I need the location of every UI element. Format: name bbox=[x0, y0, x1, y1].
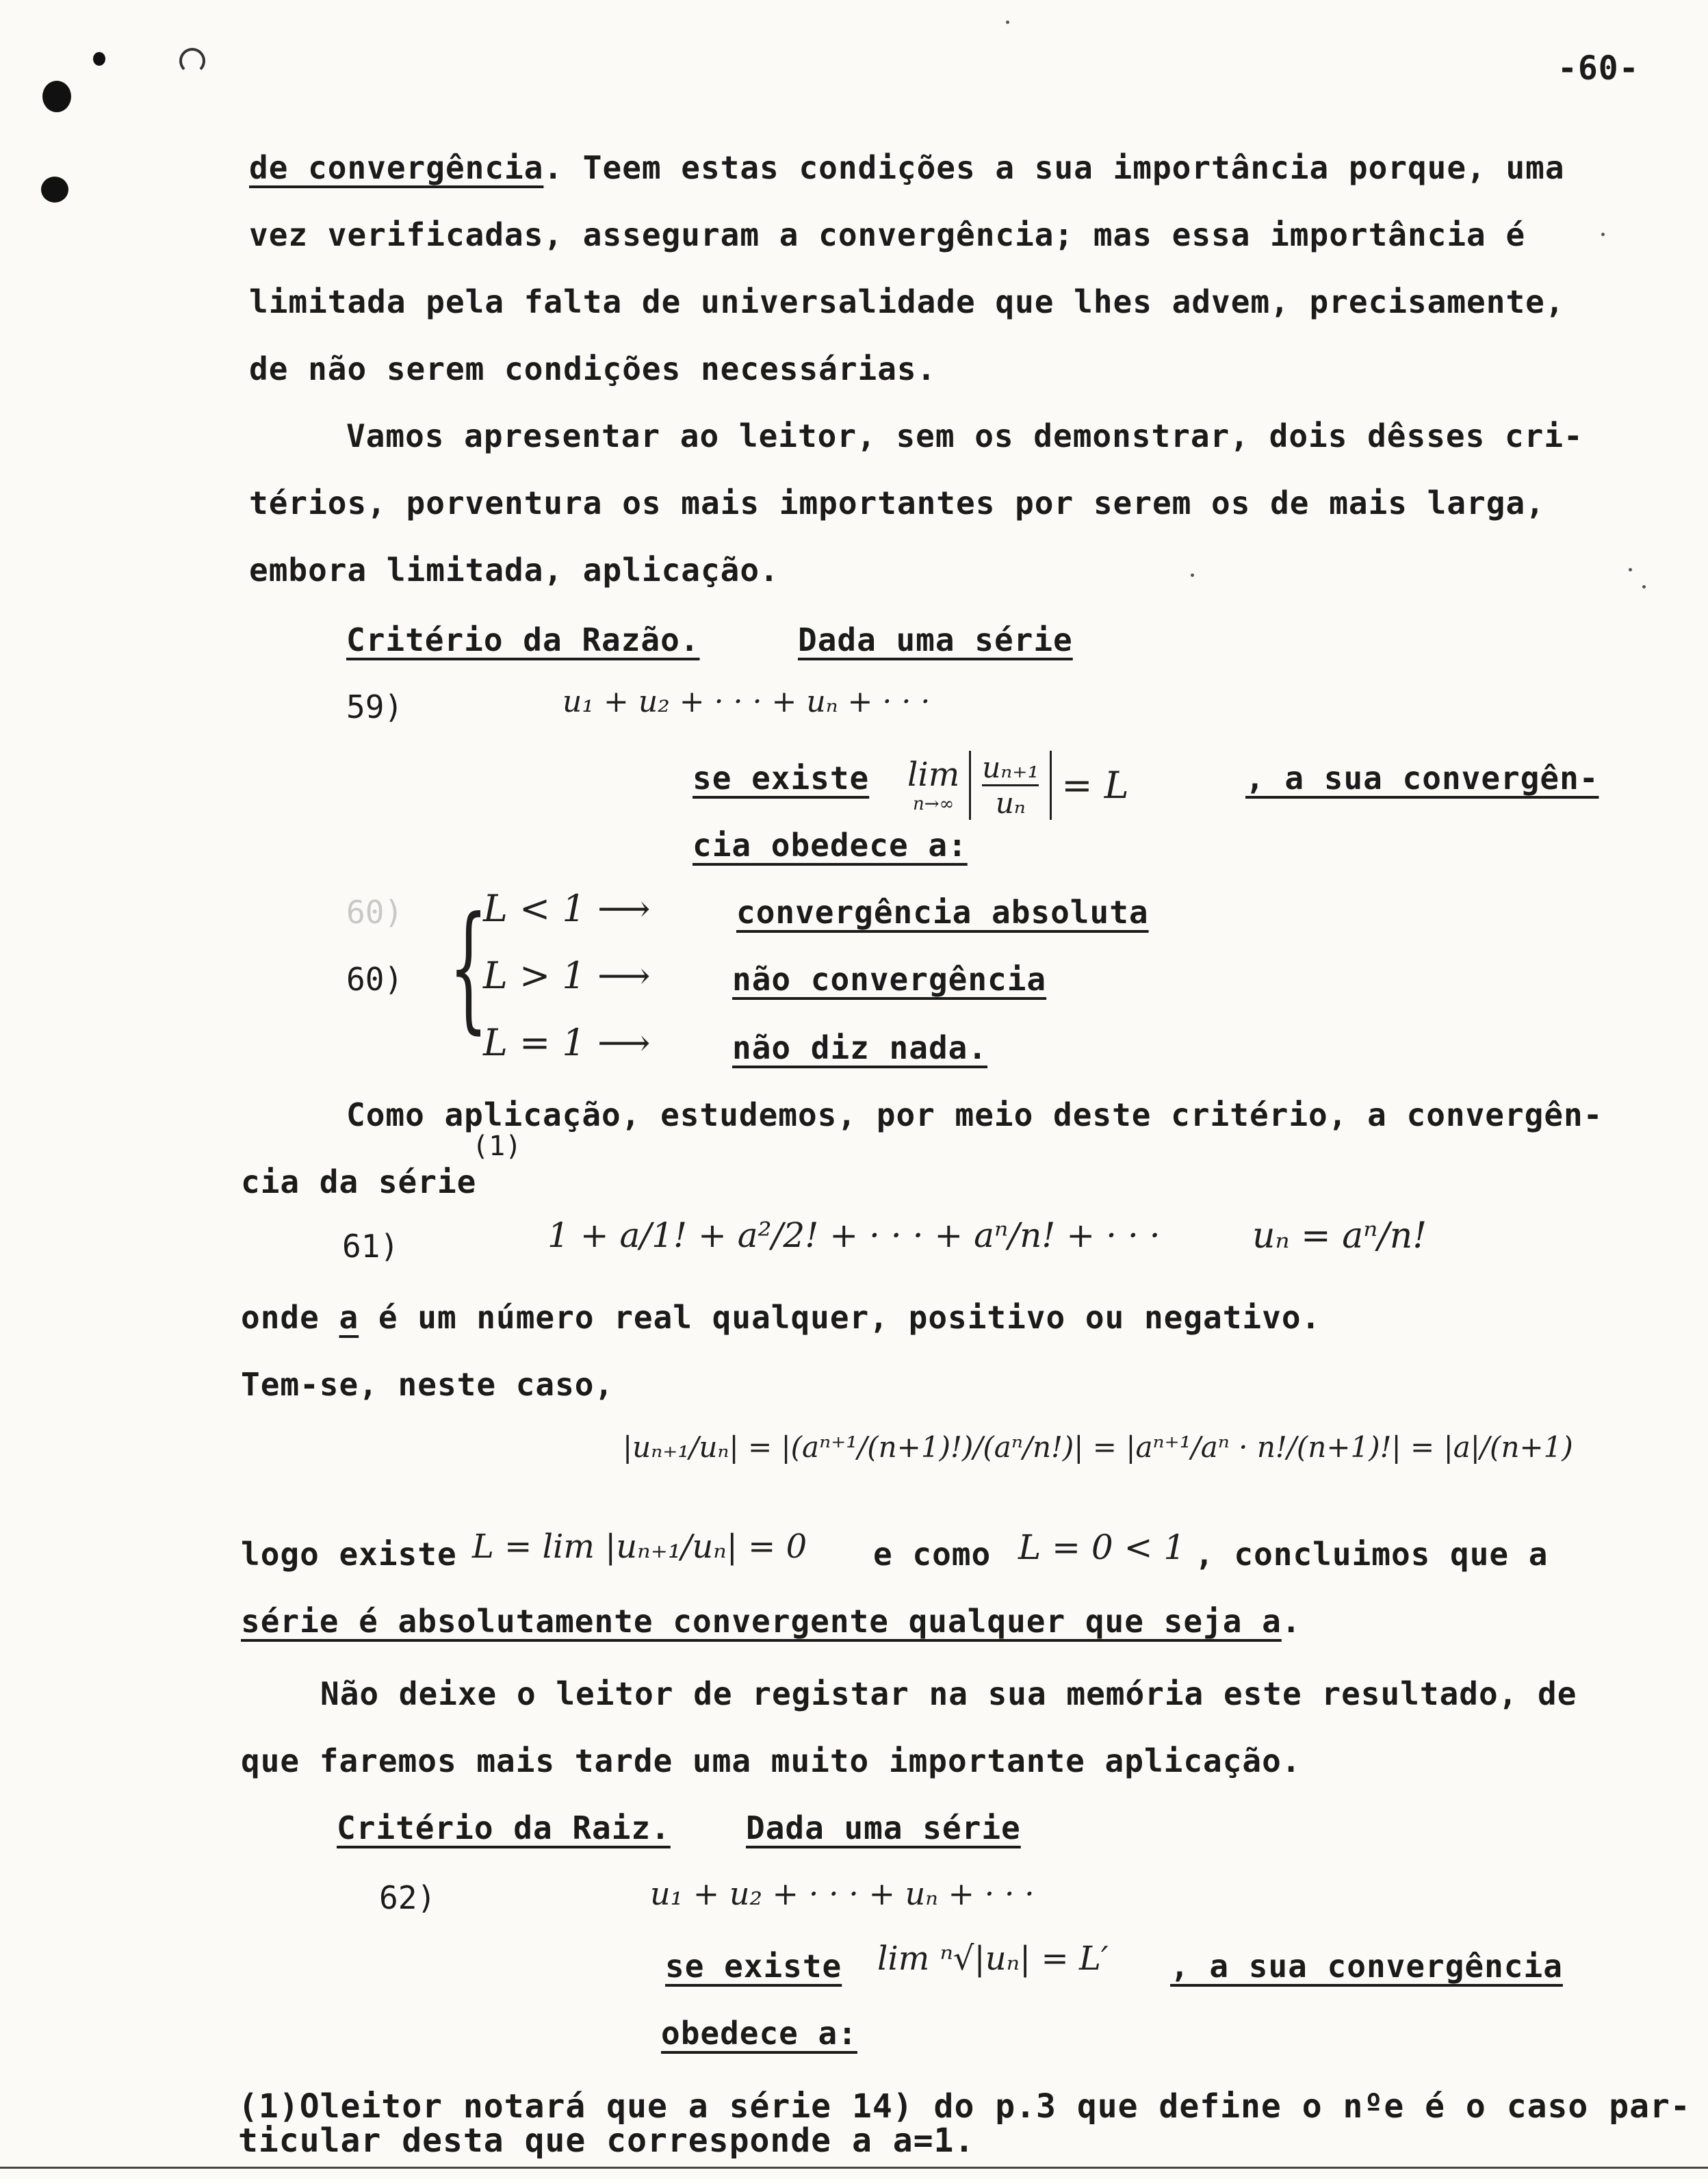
punch-hole-small bbox=[93, 52, 105, 66]
ratio-test-heading: Critério da Razão. bbox=[346, 621, 700, 658]
case-brace: { bbox=[449, 888, 489, 1047]
limit-equation: L = lim |uₙ₊₁/uₙ| = 0 bbox=[472, 1527, 807, 1566]
logo-existe: logo existe bbox=[241, 1536, 457, 1573]
p2-line-3: embora limitada, aplicação. bbox=[249, 552, 779, 589]
speck bbox=[1642, 585, 1646, 589]
p1-line-1 bbox=[249, 149, 1565, 186]
p1-line-4: de não serem condições necessárias. bbox=[249, 350, 937, 387]
p3-line-1: Não deixe o leitor de registar na sua memória este resultado, de bbox=[320, 1675, 1577, 1712]
footnote-line-1: (1)Oleitor notará que a série 14) do p.3 que define o nºe é o caso par- bbox=[238, 2087, 1691, 2126]
eq-label-62: 62) bbox=[379, 1879, 437, 1916]
if-exists-label: se existe bbox=[693, 760, 870, 797]
p2-line-1: Vamos apresentar ao leitor, sem os demonstrar, dois dêsses cri- bbox=[346, 417, 1583, 454]
series-62: u₁ + u₂ + · · · + uₙ + · · · bbox=[650, 1875, 1035, 1912]
app-line-4: Tem-se, neste caso, bbox=[241, 1366, 614, 1403]
app-line-2: cia da série bbox=[241, 1163, 477, 1200]
ratio-numerator: uₙ₊₁ bbox=[982, 750, 1039, 784]
speck bbox=[1191, 573, 1194, 577]
ratio-equation: |uₙ₊₁/uₙ| = |(aⁿ⁺¹/(n+1)!)/(aⁿ/n!)| = |aⁿ⁺¹/aⁿ · n!/(n+1)!| = |a|/(n+1) bbox=[623, 1430, 1573, 1464]
eq-label-60: 60) bbox=[346, 961, 404, 998]
lim-word: lim bbox=[907, 756, 960, 794]
lim-subscript: n→∞ bbox=[913, 794, 955, 814]
speck bbox=[1629, 568, 1632, 571]
hole-ring bbox=[179, 48, 205, 74]
ratio-test-lead: Dada uma série bbox=[798, 621, 1073, 658]
root-tail: , a sua convergência bbox=[1170, 1948, 1563, 1985]
p1-line-3: limitada pela falta de universalidade que lhes advem, precisamente, bbox=[249, 283, 1565, 320]
p1-line-1-rest: . Teem estas condições a sua importância porque, uma bbox=[543, 149, 1565, 186]
eq-label-61: 61) bbox=[342, 1228, 400, 1265]
ratio-tail bbox=[1245, 760, 1599, 797]
footnote-marker: (1) bbox=[472, 1131, 522, 1162]
root-line-2: obedece a: bbox=[661, 2015, 857, 2052]
series-59: u₁ + u₂ + · · · + uₙ + · · · bbox=[562, 684, 931, 719]
p3-line-2: que faremos mais tarde uma muito importante aplicação. bbox=[241, 1742, 1302, 1779]
case-3-condition: L = 1 ⟶ bbox=[483, 1021, 651, 1064]
equals-L: = L bbox=[1061, 763, 1129, 807]
ratio-denominator: uₙ bbox=[995, 786, 1026, 820]
bottom-edge-line bbox=[0, 2167, 1708, 2169]
eq-label-60-faint: 60) bbox=[346, 894, 404, 931]
app-line-1: Como aplicação, estudemos, por meio deste critério, a convergên- bbox=[346, 1096, 1603, 1133]
page-number: -60- bbox=[1557, 49, 1640, 88]
ratio-tail-text: , a sua convergên- bbox=[1245, 760, 1599, 797]
case-1-condition: L < 1 ⟶ bbox=[483, 887, 651, 930]
eq-label-59: 59) bbox=[346, 688, 404, 725]
punch-hole-top bbox=[42, 81, 71, 112]
root-if-exists: se existe bbox=[665, 1948, 842, 1985]
punch-hole-bottom bbox=[41, 177, 68, 203]
p1-line-2: vez verificadas, asseguram a convergência; mas essa importância é bbox=[249, 216, 1526, 253]
root-test-heading: Critério da Raiz. bbox=[337, 1809, 671, 1846]
app-line-3: onde a é um número real qualquer, positivo ou negativo. bbox=[241, 1299, 1321, 1336]
e-como: e como bbox=[873, 1536, 992, 1573]
speck bbox=[1601, 233, 1605, 236]
L-equals-zero: L = 0 < 1 bbox=[1018, 1527, 1186, 1567]
ratio-line-2: cia obedece a: bbox=[693, 827, 968, 864]
p2-line-2: térios, porventura os mais importantes por serem os de mais larga, bbox=[249, 485, 1545, 521]
root-test-lead: Dada uma série bbox=[746, 1809, 1021, 1846]
conclusion-tail: , concluimos que a bbox=[1195, 1536, 1549, 1573]
conclusion-line: série é absolutamente convergente qualquer que seja a. bbox=[241, 1603, 1302, 1640]
case-1-result: convergência absoluta bbox=[736, 894, 1149, 931]
case-2-result: não convergência bbox=[732, 961, 1047, 998]
case-3-result: não diz nada. bbox=[732, 1029, 988, 1066]
root-limit: lim ⁿ√|uₙ| = L′ bbox=[877, 1939, 1109, 1978]
speck bbox=[1006, 21, 1009, 24]
footnote-line-2: ticular desta que corresponde a a=1. bbox=[238, 2122, 975, 2160]
case-2-condition: L > 1 ⟶ bbox=[483, 954, 651, 997]
term-convergence: de convergência bbox=[249, 149, 544, 186]
series-61: 1 + a/1! + a²/2! + · · · + aⁿ/n! + · · · bbox=[547, 1215, 1161, 1255]
ratio-limit-expr bbox=[907, 740, 1129, 829]
un-definition: uₙ = aⁿ/n! bbox=[1252, 1215, 1427, 1256]
